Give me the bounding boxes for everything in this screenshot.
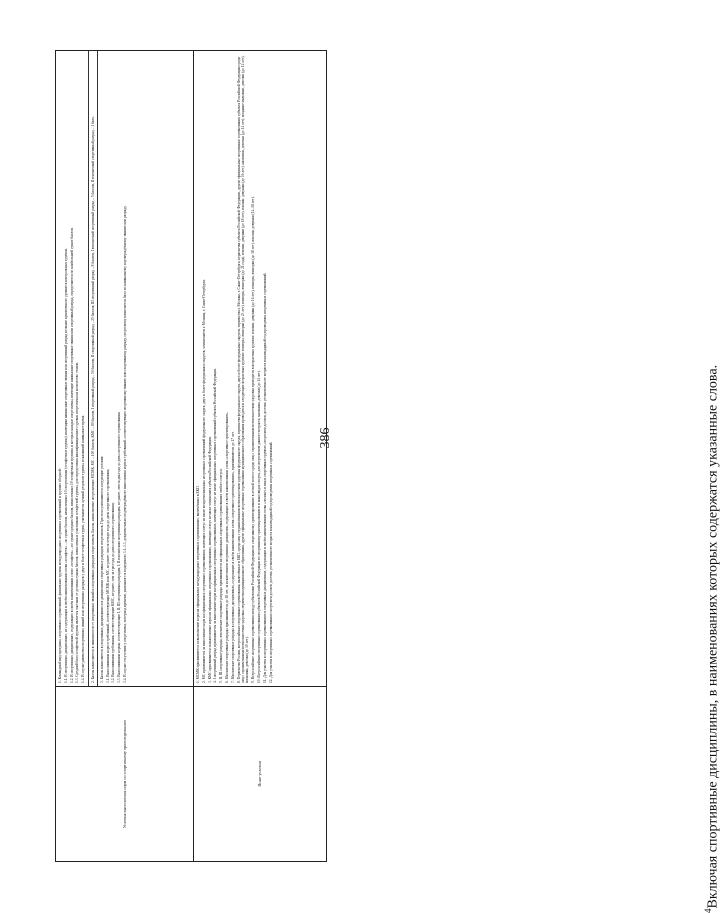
condition-item: 1.1. В спортивных дисциплинах, не содержащих в своём наименовании слова «эстафета» – по сумме баллов, начисленных 10 спортсменам (эстафетные группы), имеющим наивысшие спортивные звания или спортивный разряд не выше присвоенного уровню в контрольных группах. (64, 54, 68, 683)
footnote-marker: 4 (703, 909, 713, 913)
footnote-text: Включая спортивные дисциплины, в наименованиях которых содержатся указанные слова. (706, 365, 721, 909)
condition-item: 12. Для участия в спортивных соревнованиях спортсмен должен достичь установленного возраста в календарный год проведения спортивных соревнований. (269, 54, 273, 683)
condition-item: 3. Баллы начисляются в спортивных дисциплинах и в дисциплинах спортивных разрядов спортсменов. При этом учитываются следующие условия: (100, 54, 104, 683)
page-number: 386 (318, 408, 338, 468)
condition-item: 11. Для участия в спортивных соревнованиях в спортивных дисциплинах, содержащих в своём наименовании слова «лесные» и иных спортивных группах, спортсмен должен достичь установленного возраста в календарный год проведения спортивных соревнований. (263, 54, 267, 683)
divider (97, 51, 98, 686)
condition-item: 2. Баллы начисляются в зависимости от спортивных званий и спортивных разрядов спортсменов. Баллы, начисляемые спортсменам: МСМК, МС – 100 баллов, КМС – 80 баллов, I спортивный разряд – 50 баллов, II спортивный разряд – 25 баллов, III спортивный разряд – 8 баллов, I юношеский спортивный разряд – 5 баллов, II юношеский спортивный разряд – 1 балл. (91, 54, 95, 683)
footnote (703, 353, 725, 913)
condition-item: 1.2. В спортивных дисциплинах, содержащих в своём наименовании слово «эстафета» – по сумме средних баллов, начисленных 10 эстафетным группам, в которых каждые спортсмены, имеющие наивысшие спортивные звания или спортивный разряд, определяются по наибольшей сумме баллов. (70, 54, 74, 683)
condition-item: 1.3. Средний балл эстафетной группы является частным от деления суммы баллов, начисленных участникам эстафетной группы, для определения квалификационного уровня спортсмена на количество этапов. (75, 54, 79, 683)
condition-item: 5. II, III спортивные разряды, юношеские спортивные разряды присваиваются на официальных спортивных соревнованиях любого статуса. (219, 54, 223, 683)
condition-item: 10. Всероссийские спортивные соревнования субъектов Российской Федерации по спортивному ориентированию и в иных видах спорта, для спортсменов данного возраста, мальчики, девочки (до 14 лет). (257, 54, 261, 683)
requirements-table (55, 50, 327, 862)
condition-item: 6. Юношеские спортивные разряды присваиваются до 18 лет, за исключением спортивных дисциплин, содержащих в своём наименовании слова «спортивное ориентирование». (225, 54, 229, 683)
condition-item: 3.2. Выполнившим требования, соответствующие КМС, не ранее, чем за три года до даты спортивного соревнования; (111, 54, 115, 683)
orienteering-conditions-cell (56, 51, 194, 687)
row-label-other-conditions: Иные условия (194, 687, 327, 862)
table-row (194, 51, 327, 862)
condition-item: 9. Всероссийские спортивные соревнования между субъектами Российской Федерации по спортивному ориентированию в лесной полосе среди лиц с ограниченными возможностями здоровья проводятся в возрастных группах: юноши, девушки (до 16 лет), юниоры, юниорки (до 18 лет), юноши, девушки (14–18 лет). (251, 54, 255, 683)
condition-item: 1. МСМК присваивается за выполнение норм на официальных международных спортивных соревнованиях, включённых в ЕКП. (196, 54, 200, 683)
condition-item: 3. КМС присваивается за выполнение норм на официальных спортивных соревнованиях, имеющих статус не ниже чемпионата субъекта Российской Федерации. (208, 54, 212, 683)
other-conditions-cell (194, 51, 327, 687)
condition-item: 3.3. Выполнившим нормы, соответствующие I, II, III спортивным разрядам, I, II юношеским спортивным разрядам, не ранее, чем за два года до даты спортивного соревнования. (117, 54, 121, 683)
table-row (56, 51, 194, 862)
condition-item: 1. Командный вид программ, спортивных соревнований, финальные группы международных спортивных соревнований в группах сборной: (58, 54, 62, 683)
divider (88, 51, 89, 686)
condition-item: 2. МС присваивается за выполнение норм на официальных спортивных соревнованиях, имеющих статус не ниже межрегиональных спортивных соревнований федерального округа, двух и более федеральных округов, чемпионатов г. Москвы, г. Санкт-Петербурга. (202, 54, 206, 683)
condition-item: 8. Первенство России, всероссийские спортивные соревнования, включённые в ЕКП, среди лиц с ограниченными возможностями здоровья федерального округа, первенства федерального округа, двух и более федеральных округов, первенства г. Москвы, г. Санкт-Петербурга, первенства субъекта Российской Федерации, другие официальные спортивные соревнования субъекта Российской Федерации среди лиц с ограниченными возможностями здоровья, первенства муниципального образования, другие официальные спортивные соревнования муниципального образования проводятся в следующих возрастных группах: юниоры, юниорки (до 23 лет), юниоры, юниорки (до 21 года), юноши, девушки (до 18 лет), юноши, девушки (до 16 лет), мальчики, девочки (до 14 лет), младшие мальчики, девочки (до 12 лет), мальчики, девочки (до 10 лет). (237, 54, 250, 683)
condition-item: 3.1. Выполнившим норм и требований, соответствующих МСМК или МС, не ранее, чем за четыре года до даты спортивного соревнования; (106, 54, 110, 683)
condition-item: 4. I спортивный разряд присваивается за выполнение норм на официальных спортивных соревнованиях, имеющих статус не ниже официальных спортивных соревнований субъекта Российской Федерации. (213, 54, 217, 683)
row-label-orienteering-conditions: Условия выполнения норм по спортивному ориентированию (56, 687, 194, 862)
condition-item: 3.4. В случае отсутствия у спортсмена, за период времени, указанного в подпунктах 3.1–3.3, документально подтверждённого выполнения норм и требований, соответствующих спортивному званию или спортивному разряду, спортсмену начисляется балл по наивысшему подтверждённому званию или разряду. (123, 54, 127, 683)
condition-item: 7. Юношеские спортивные разряды в спортивных дисциплинах, содержащих в своём наименовании слова «спортивное ориентирование», присваиваются до 17 лет. (231, 54, 235, 683)
condition-item: 1.4. В случае равенства спортивных званий или спортивных разрядов у двух и более эстафетных групп, учитывается лучший результат группы, показавшей наивысшее время. (81, 54, 85, 683)
